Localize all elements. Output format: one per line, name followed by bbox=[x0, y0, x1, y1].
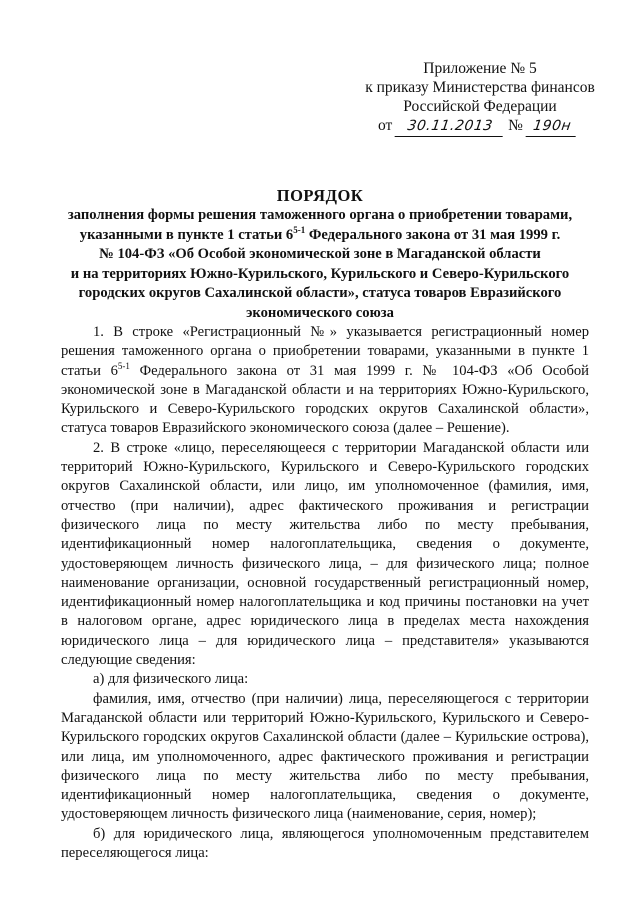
subtitle-line-1: заполнения формы решения таможенного органа о приобретении товарами, bbox=[67, 207, 573, 223]
document-subtitle bbox=[58, 206, 582, 323]
subtitle-line-2-start: указанными в пункте 1 статьи 6 bbox=[79, 226, 294, 243]
subtitle-line-6: экономического союза bbox=[246, 304, 394, 321]
article-superscript: 5-1 bbox=[293, 224, 306, 235]
subtitle-line-2-end: Федерального закона от 31 мая 1999 г. bbox=[305, 226, 561, 243]
document-title: ПОРЯДОК bbox=[276, 186, 364, 205]
date-prefix: от bbox=[378, 117, 393, 134]
subtitle-line-4: и на территориях Южно-Курильского, Курильского и Северо-Курильского bbox=[70, 265, 570, 282]
annex-order-ref: к приказу Министерства финансов bbox=[365, 79, 595, 96]
document-body bbox=[61, 323, 589, 863]
paragraph-2: 2. В строке «лицо, переселяющееся с территории Магаданской области или территорий Южно-Курильского, Курильского и Северо-Курильского городских округов Сахалинской области, или лицо, им уполномоченное (фамилия, имя, отчество (при наличии), адрес фактического проживания и регистрации физического лица по месту жительства либо по месту пребывания, идентификационный номер налогоплательщика, сведения о документе, удостоверяющем личность физического лица, – для физического лица; полное наименование организации, основной государственный регистрационный номер, идентификационный номер налогоплательщика и код причины постановки на учет в налоговом органе, адрес юридического лица в пределах места нахождения юридического лица – для юридического лица – представителя» указываются следующие сведения: bbox=[61, 439, 589, 669]
annex-number: Приложение № 5 bbox=[423, 60, 537, 77]
paragraph-3: а) для физического лица: bbox=[93, 671, 249, 688]
paragraph-1-start: 1. В строке «Регистрационный №» указывается регистрационный номер решения таможенного органа о приобретении товарами, указанными в пункте 1 статьи 6 bbox=[61, 324, 589, 379]
paragraph-1-superscript: 5-1 bbox=[117, 360, 130, 371]
paragraph-1 bbox=[61, 323, 589, 439]
subtitle-line-5: городских округов Сахалинской области», статуса товаров Евразийского bbox=[78, 285, 562, 301]
paragraph-1-end: Федерального закона от 31 мая 1999 г. № 104-ФЗ «Об Особой экономической зоне в Магаданской области и на территориях Южно-Курильского, Курильского и Северо-Курильского городских округов Сахалинской области», статуса товаров Евразийского экономического союза (далее – Решение). bbox=[61, 362, 589, 437]
handwritten-order-number: 190н bbox=[525, 117, 578, 137]
handwritten-date: 30.11.2013 bbox=[395, 117, 506, 137]
paragraph-5: б) для юридического лица, являющегося уполномоченным представителем переселяющегося лица: bbox=[61, 825, 589, 862]
annex-header bbox=[360, 59, 600, 137]
subtitle-line-2 bbox=[58, 226, 582, 246]
paragraph-4: фамилия, имя, отчество (при наличии) лица, переселяющегося с территории Магаданской области или территорий Южно-Курильского, Курильского и Северо-Курильского городских округов Сахалинской области (далее – Курильские острова), или лица, им уполномоченного, адрес фактического проживания и регистрации физического лица по месту жительства либо по месту пребывания, идентификационный номер налогоплательщика, сведения о документе, удостоверяющем личность физического лица (наименование, серия, номер); bbox=[61, 690, 589, 823]
annex-date-row bbox=[378, 116, 600, 137]
annex-ministry: Российской Федерации bbox=[403, 98, 557, 115]
subtitle-line-3: № 104-ФЗ «Об Особой экономической зоне в Магаданской области bbox=[99, 246, 541, 262]
number-prefix: № bbox=[508, 117, 523, 134]
